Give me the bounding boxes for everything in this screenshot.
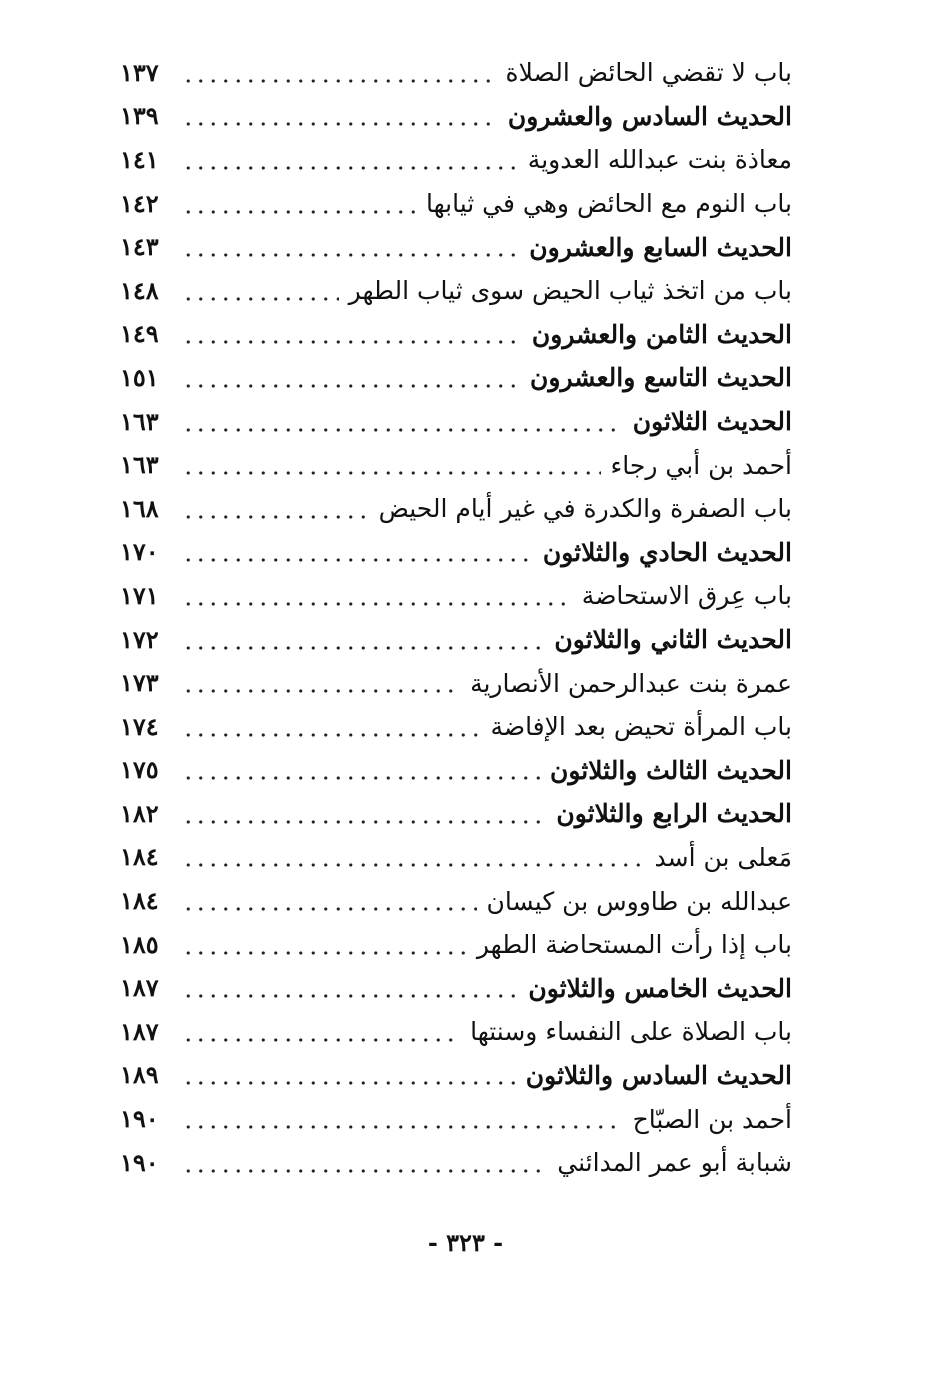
toc-entry-page-number: ١٧٢ [120,624,159,654]
toc-entry-heading: الحديث السادس والعشرون [507,101,792,131]
toc-entry-title: باب عِرق الاستحاضة [581,581,792,611]
dot-leader [182,278,339,304]
dot-leader [182,714,480,740]
toc-entry-title: باب النوم مع الحائض وهي في ثيابها [426,189,792,219]
toc-entry [120,138,792,182]
toc-entry-heading: الحديث الثالث والثلاثون [550,755,792,785]
toc-entry [120,792,792,836]
dot-leader [182,1062,516,1088]
toc-entry [120,1097,792,1141]
toc-entry-title: عمرة بنت عبدالرحمن الأنصارية [470,668,792,698]
dot-leader [182,234,519,260]
dot-leader [182,103,498,129]
toc-entry-page-number: ١٧٥ [120,755,159,785]
dot-leader [182,1019,460,1045]
dot-leader [182,60,496,86]
toc-entry-heading: الحديث السادس والثلاثون [525,1060,792,1090]
toc-entry [120,749,792,793]
toc-entry-title: عبدالله بن طاووس بن كيسان [486,886,792,916]
dot-leader [182,757,540,783]
toc-entry [120,313,792,357]
toc-entry-page-number: ١٣٩ [120,101,159,131]
toc-entry-page-number: ١٨٤ [120,886,159,916]
toc-entry-page-number: ١٨٢ [120,798,159,828]
toc-entry-page-number: ١٤١ [120,144,159,174]
toc-entry-page-number: ١٧٣ [120,668,159,698]
toc-entry [120,51,792,95]
toc-entry-heading: الحديث الخامس والثلاثون [528,973,792,1003]
toc-entry [120,661,792,705]
toc-entry [120,443,792,487]
toc-entry [120,574,792,618]
toc-entry [120,269,792,313]
toc-entry-heading: الحديث الحادي والثلاثون [542,537,792,567]
toc-entry-title: أحمد بن أبي رجاء [610,450,792,480]
dot-leader [182,539,533,565]
dot-leader [182,975,518,1001]
dot-leader [182,583,572,609]
toc-entry [120,356,792,400]
dot-leader [182,932,467,958]
dot-leader [182,627,544,653]
toc-entry-page-number: ١٤٢ [120,188,159,218]
toc-entry-page-number: ١٨٥ [120,929,159,959]
toc-entry-page-number: ١٩٠ [120,1147,159,1177]
page-number: - ٣٢٣ - [427,1228,504,1257]
toc-entry [120,1054,792,1098]
toc-entry-title: باب من اتخذ ثياب الحيض سوى ثياب الطهر [348,276,792,306]
toc-entry-title: باب المرأة تحيض بعد الإفاضة [490,712,792,742]
toc-entry-page-number: ١٥١ [120,362,159,392]
toc-entry [120,182,792,226]
toc-entry-page-number: ١٨٤ [120,842,159,872]
toc-entry [120,487,792,531]
toc-entry-page-number: ١٦٣ [120,406,159,436]
dot-leader [182,365,520,391]
toc-entry-page-number: ١٤٣ [120,232,159,262]
dot-leader [182,1106,623,1132]
toc-entry [120,879,792,923]
dot-leader [182,452,601,478]
toc-entry-title: شبابة أبو عمر المدائني [557,1148,792,1178]
toc-entry-page-number: ١٦٨ [120,493,159,523]
toc-entry-page-number: ١٧٤ [120,711,159,741]
toc-entry-page-number: ١٨٩ [120,1060,159,1090]
toc-entry-page-number: ١٨٧ [120,973,159,1003]
toc-entry-title: باب إذا رأت المستحاضة الطهر [476,930,792,960]
toc-entry [120,400,792,444]
toc-entry-title: باب الصفرة والكدرة في غير أيام الحيض [378,494,792,524]
toc-entry-title: باب لا تقضي الحائض الصلاة [505,58,792,88]
toc-entry-page-number: ١٧٠ [120,537,159,567]
toc-entry-page-number: ١٤٩ [120,319,159,349]
dot-leader [182,888,477,914]
dot-leader [182,1150,547,1176]
toc-entry-page-number: ١٩٠ [120,1104,159,1134]
dot-leader [182,147,518,173]
toc-entry [120,705,792,749]
dot-leader [182,844,645,870]
toc-entry-page-number: ١٧١ [120,580,159,610]
toc-entry-title: معاذة بنت عبدالله العدوية [527,145,792,175]
toc-entry-title: باب الصلاة على النفساء وسنتها [470,1017,792,1047]
toc-entry-heading: الحديث السابع والعشرون [529,232,792,262]
toc-entry [120,225,792,269]
toc-entry [120,531,792,575]
toc-entry-title: أحمد بن الصبّاح [632,1104,792,1134]
dot-leader [182,801,546,827]
dot-leader [182,191,416,217]
toc-entry-heading: الحديث التاسع والعشرون [530,363,792,393]
toc-entry-heading: الحديث الثامن والعشرون [531,319,792,349]
toc-entry-page-number: ١٨٧ [120,1016,159,1046]
toc-entry-title: مَعلى بن أسد [654,842,792,872]
toc-entry-page-number: ١٤٨ [120,275,159,305]
dot-leader [182,321,522,347]
toc-entry [120,1010,792,1054]
toc-entry-heading: الحديث الثلاثون [632,407,792,437]
toc-entry [120,966,792,1010]
toc-entry [120,95,792,139]
dot-leader [182,670,460,696]
toc-entry [120,618,792,662]
toc-entry-page-number: ١٣٧ [120,57,159,87]
toc-entry [120,923,792,967]
toc-entry-page-number: ١٦٣ [120,450,159,480]
dot-leader [182,409,623,435]
toc-entry [120,836,792,880]
dot-leader [182,496,369,522]
toc-entry [120,1141,792,1185]
toc-entry-heading: الحديث الثاني والثلاثون [554,625,792,655]
toc-entry-heading: الحديث الرابع والثلاثون [556,799,792,829]
table-of-contents [120,51,792,1184]
